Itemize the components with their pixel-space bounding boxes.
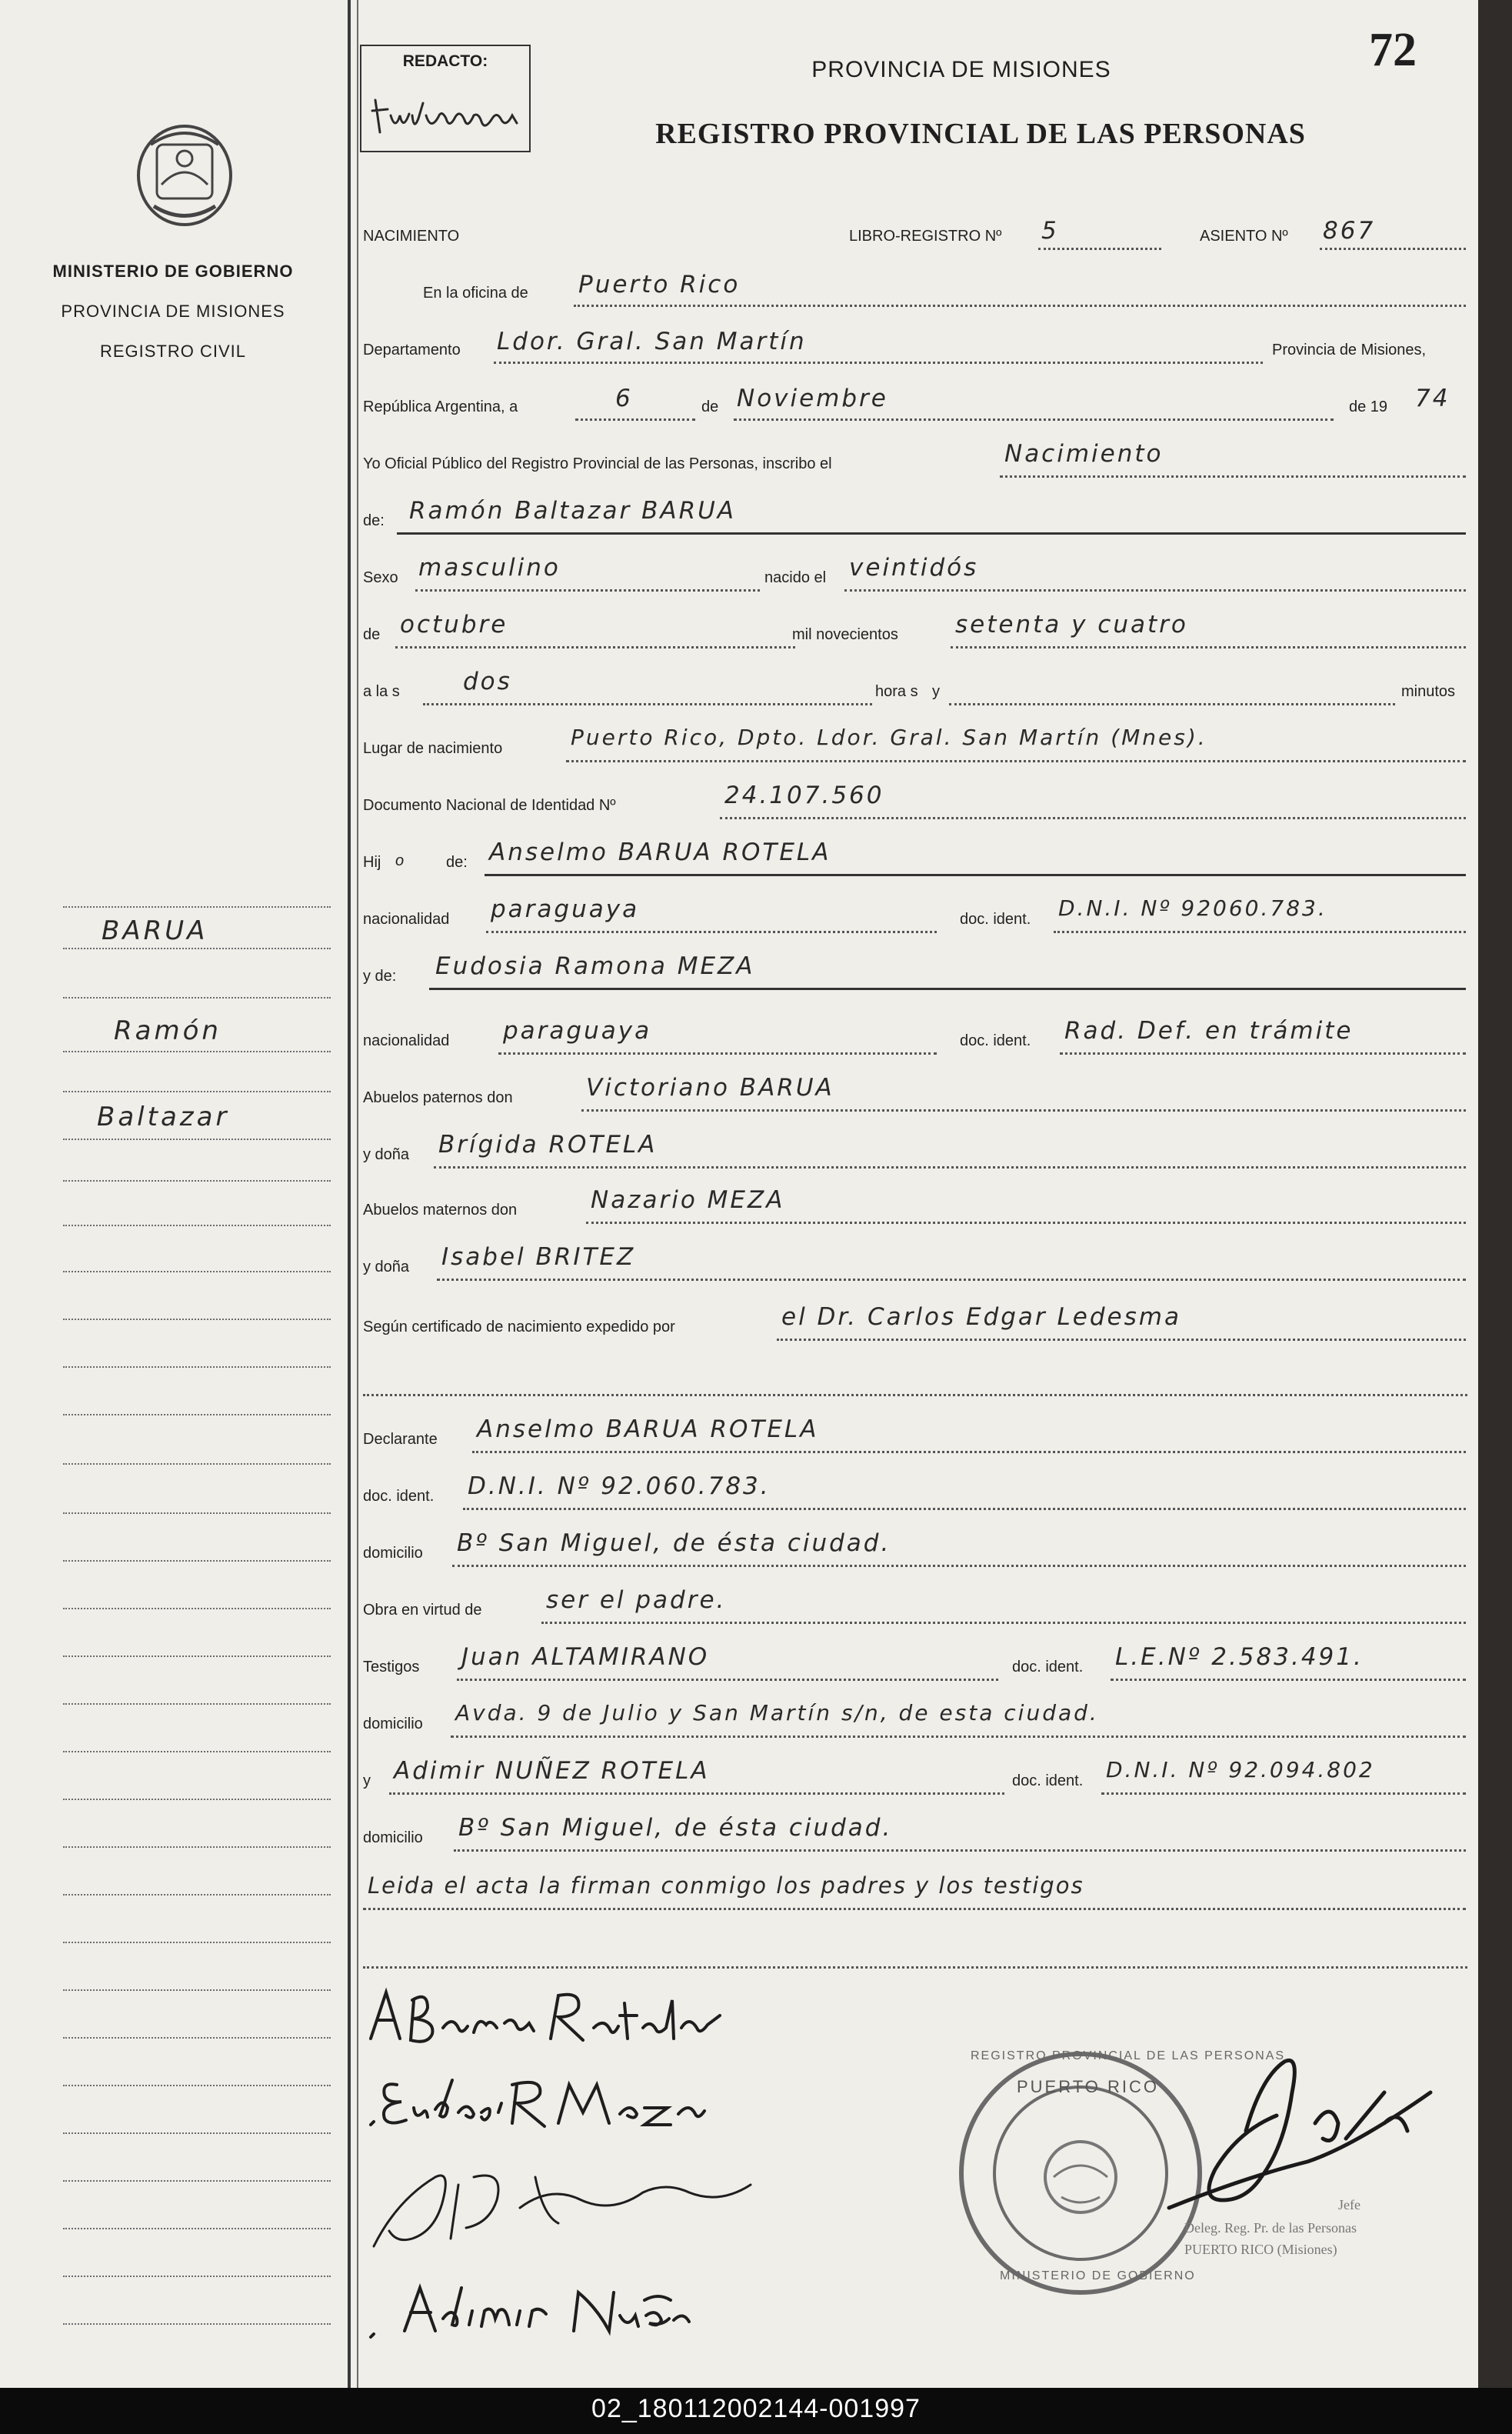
horas-label: hora s xyxy=(875,683,918,700)
declarante-value: Anselmo BARUA ROTELA xyxy=(477,1415,819,1443)
dotted-line xyxy=(363,1394,1467,1396)
stamp-ring-text: REGISTRO PROVINCIAL DE LAS PERSONAS xyxy=(971,2049,1286,2062)
abuelos-maternos-row xyxy=(361,1186,1469,1237)
ministry-civil-registry: REGISTRO CIVIL xyxy=(99,342,247,361)
y-label: y xyxy=(932,683,940,700)
file-id-text: 02_180112002144-001997 xyxy=(591,2394,921,2423)
doc-testigo1-label: doc. ident. xyxy=(1012,1659,1084,1675)
dotted-line xyxy=(541,1622,1466,1624)
margin-line xyxy=(63,1180,331,1182)
margin-line xyxy=(63,1942,331,1943)
dotted-line xyxy=(720,817,1466,819)
dotted-line xyxy=(734,418,1334,421)
de19-label: de 19 xyxy=(1349,398,1388,415)
margin-line xyxy=(63,1846,331,1848)
doc-padre-label: doc. ident. xyxy=(960,911,1031,928)
margin-line xyxy=(63,1799,331,1800)
signature-officer xyxy=(1154,2046,1446,2246)
dotted-line xyxy=(472,1451,1466,1453)
nombre-row xyxy=(361,497,1469,548)
oficina-label: En la oficina de xyxy=(423,285,528,302)
testigo1-value: Juan ALTAMIRANO xyxy=(461,1643,710,1671)
margin-line xyxy=(63,1894,331,1896)
margin-first-name: Ramón xyxy=(114,1015,221,1046)
margin-line xyxy=(63,2180,331,2182)
asiento-value: 867 xyxy=(1323,217,1376,245)
domicilio-testigo1-label: domicilio xyxy=(363,1715,423,1732)
dotted-line xyxy=(434,1166,1466,1169)
hijo-suffix: o xyxy=(395,852,405,869)
obra-row xyxy=(361,1586,1469,1637)
testigo2-row xyxy=(361,1757,1469,1808)
nacido-dia-value: veintidós xyxy=(849,554,979,582)
abuela-paterna-row xyxy=(361,1131,1469,1182)
departamento-row xyxy=(361,328,1469,377)
margin-second-name: Baltazar xyxy=(97,1102,230,1132)
margin-line xyxy=(63,1319,331,1320)
margin-line xyxy=(63,1091,331,1092)
dotted-line xyxy=(389,1792,1004,1795)
dotted-line xyxy=(844,589,1466,592)
nacionalidad-padre-value: paraguaya xyxy=(491,895,640,923)
dotted-line xyxy=(581,1109,1466,1112)
stamp-bottom-text: MINISTERIO DE GOBIERNO xyxy=(1000,2269,1196,2282)
nacionalidad-madre-label: nacionalidad xyxy=(363,1032,450,1049)
nacionalidad-madre-value: paraguaya xyxy=(503,1017,652,1045)
record-header-row xyxy=(361,217,1469,263)
dotted-line xyxy=(451,1735,1466,1738)
oficial-row xyxy=(361,440,1469,491)
dotted-line xyxy=(437,1279,1466,1281)
inscripcion-value: Nacimiento xyxy=(1004,440,1164,468)
dotted-line xyxy=(395,646,795,649)
doc-padre-value: D.N.I. Nº 92060.783. xyxy=(1058,895,1327,921)
testigo1-row xyxy=(361,1643,1469,1694)
redacto-box xyxy=(360,45,531,152)
ministry-title: MINISTERIO DE GOBIERNO xyxy=(52,262,294,281)
signature-father xyxy=(366,1985,766,2054)
domicilio-testigo1-value: Avda. 9 de Julio y San Martín s/n, de esta ciudad. xyxy=(455,1700,1099,1725)
redacto-label: REDACTO: xyxy=(402,52,488,70)
file-id-bar xyxy=(0,2388,1512,2434)
dotted-line xyxy=(486,931,937,933)
margin-divider-inner xyxy=(357,0,358,2434)
hora-row xyxy=(361,668,1469,719)
dotted-line xyxy=(566,760,1466,762)
abuelos-paternos-label: Abuelos paternos don xyxy=(363,1089,513,1106)
madre-row xyxy=(361,952,1469,1003)
abuela-materna-value: Isabel BRITEZ xyxy=(441,1243,636,1271)
doc-declarante-label: doc. ident. xyxy=(363,1488,435,1505)
margin-line xyxy=(63,1051,331,1052)
madre-value: Eudosia Ramona MEZA xyxy=(435,952,755,980)
dotted-line xyxy=(498,1052,937,1055)
officer-title: Jefe xyxy=(1338,2197,1360,2212)
margin-line xyxy=(63,1608,331,1609)
hijo-label: Hij xyxy=(363,854,381,871)
republica-label: República Argentina, a xyxy=(363,398,518,415)
signature-witness1 xyxy=(366,2154,766,2254)
testigo2-value: Adimir NUÑEZ ROTELA xyxy=(394,1757,710,1785)
oficina-value: Puerto Rico xyxy=(578,271,741,298)
margin-surname: BARUA xyxy=(102,915,208,946)
abuela-materna-row xyxy=(361,1243,1469,1294)
asiento-label: ASIENTO Nº xyxy=(1200,228,1288,245)
margin-line xyxy=(63,1703,331,1705)
mes-value: Noviembre xyxy=(737,385,888,412)
nacido-anio-value: setenta y cuatro xyxy=(955,611,1188,639)
doc-testigo2-label: doc. ident. xyxy=(1012,1772,1084,1789)
dia-value: 6 xyxy=(615,385,633,412)
ydona2-label: y doña xyxy=(363,1259,410,1275)
minutos-label: minutos xyxy=(1401,683,1456,700)
declarante-label: Declarante xyxy=(363,1431,438,1448)
nombre-value: Ramón Baltazar BARUA xyxy=(409,497,737,525)
solid-line xyxy=(397,532,1466,535)
dotted-line xyxy=(575,418,695,421)
dotted-line xyxy=(1111,1679,1466,1681)
dotted-line xyxy=(1000,475,1466,478)
margin-line xyxy=(63,906,331,908)
doc-testigo1-value: L.E.Nº 2.583.491. xyxy=(1115,1643,1364,1671)
hijo-de-label: de: xyxy=(446,854,468,871)
abuelo-materno-value: Nazario MEZA xyxy=(591,1186,785,1214)
padre-row xyxy=(361,839,1469,889)
abuelos-paternos-row xyxy=(361,1074,1469,1125)
domicilio-declarante-row xyxy=(361,1529,1469,1580)
departamento-label: Departamento xyxy=(363,342,461,358)
dotted-line xyxy=(1060,1052,1466,1055)
nacido-label: nacido el xyxy=(764,569,827,586)
margin-line xyxy=(63,1271,331,1272)
doc-declarante-value: D.N.I. Nº 92.060.783. xyxy=(468,1472,771,1500)
testigos-label: Testigos xyxy=(363,1659,420,1675)
dni-row xyxy=(361,782,1469,832)
abuela-paterna-value: Brígida ROTELA xyxy=(438,1131,658,1159)
officer-location: PUERTO RICO (Misiones) xyxy=(1184,2242,1337,2257)
certificado-value: el Dr. Carlos Edgar Ledesma xyxy=(781,1303,1181,1331)
margin-line xyxy=(63,1414,331,1415)
doc-declarante-row xyxy=(361,1472,1469,1523)
dotted-line xyxy=(951,646,1466,649)
padre-value: Anselmo BARUA ROTELA xyxy=(489,839,831,866)
sexo-value: masculino xyxy=(418,554,561,582)
dotted-line xyxy=(463,1508,1466,1510)
officer-department: Deleg. Reg. Pr. de las Personas xyxy=(1184,2220,1357,2236)
margin-line xyxy=(63,1560,331,1562)
dotted-line xyxy=(452,1565,1466,1567)
nacido-mes-value: octubre xyxy=(400,611,508,639)
dotted-line xyxy=(949,703,1395,705)
dni-value: 24.107.560 xyxy=(724,782,884,809)
margin-line xyxy=(63,2323,331,2325)
dotted-line xyxy=(363,1966,1467,1969)
margin-line xyxy=(63,2085,331,2086)
anio-value: 74 xyxy=(1415,385,1450,412)
dotted-line xyxy=(423,703,872,705)
dotted-line xyxy=(777,1339,1466,1341)
certificado-label: Según certificado de nacimiento expedido por xyxy=(363,1319,675,1335)
alas-label: a la s xyxy=(363,683,400,700)
leida-row xyxy=(361,1872,1469,1923)
registry-title: REGISTRO PROVINCIAL DE LAS PERSONAS xyxy=(655,118,1306,150)
dotted-line xyxy=(415,589,760,592)
doc-testigo2-value: D.N.I. Nº 92.094.802 xyxy=(1106,1757,1375,1782)
dotted-line xyxy=(1054,931,1466,933)
abuelo-paterno-value: Victoriano BARUA xyxy=(586,1074,834,1102)
solid-line xyxy=(485,874,1466,876)
provincial-coat-of-arms-icon xyxy=(123,114,246,237)
stamp-center-text: PUERTO RICO xyxy=(1017,2077,1159,2096)
de-label: de xyxy=(701,398,719,415)
margin-line xyxy=(63,1463,331,1465)
page-edge xyxy=(1478,0,1512,2434)
dotted-line xyxy=(1320,248,1466,250)
margin-line xyxy=(63,997,331,999)
mil-label: mil novecientos xyxy=(792,626,898,643)
domicilio-testigo2-row xyxy=(361,1814,1469,1865)
nacionalidad-padre-row xyxy=(361,895,1469,946)
domicilio-testigo2-label: domicilio xyxy=(363,1829,423,1846)
certificado-row xyxy=(361,1303,1469,1354)
departamento-value: Ldor. Gral. San Martín xyxy=(497,328,807,355)
lugar-label: Lugar de nacimiento xyxy=(363,740,503,757)
domicilio-declarante-value: Bº San Miguel, de ésta ciudad. xyxy=(457,1529,891,1557)
margin-column xyxy=(0,0,348,2434)
libro-value: 5 xyxy=(1041,217,1059,245)
nacionalidad-padre-label: nacionalidad xyxy=(363,911,450,928)
sexo-row xyxy=(361,554,1469,605)
dotted-line xyxy=(494,362,1263,364)
margin-line xyxy=(63,1225,331,1226)
domicilio-testigo2-value: Bº San Miguel, de ésta ciudad. xyxy=(458,1814,893,1842)
margin-line xyxy=(63,948,331,949)
margin-line xyxy=(63,1751,331,1752)
dni-label: Documento Nacional de Identidad Nº xyxy=(363,797,616,814)
nacimiento-label: NACIMIENTO xyxy=(363,228,460,245)
domicilio-declarante-label: domicilio xyxy=(363,1545,423,1562)
provincia-label: Provincia de Misiones, xyxy=(1272,342,1427,358)
declarante-row xyxy=(361,1415,1469,1466)
dotted-line xyxy=(1101,1792,1466,1795)
margin-line xyxy=(63,1512,331,1514)
doc-madre-value: Rad. Def. en trámite xyxy=(1064,1017,1354,1045)
lugar-value: Puerto Rico, Dpto. Ldor. Gral. San Martín (Mnes). xyxy=(571,725,1207,750)
ministry-province: PROVINCIA DE MISIONES xyxy=(61,302,285,321)
doc-madre-label: doc. ident. xyxy=(960,1032,1031,1049)
dotted-line xyxy=(574,305,1466,307)
abuelos-maternos-label: Abuelos maternos don xyxy=(363,1202,518,1219)
page-number: 72 xyxy=(1369,24,1417,76)
ydona1-label: y doña xyxy=(363,1146,410,1163)
de-mes-label: de xyxy=(363,626,381,643)
redacto-signature xyxy=(369,92,523,138)
leida-text: Leida el acta la firman conmigo los padres y los testigos xyxy=(368,1872,1084,1899)
margin-line xyxy=(63,1366,331,1368)
signature-mother xyxy=(366,2069,766,2139)
margin-line xyxy=(63,2037,331,2039)
domicilio-testigo1-row xyxy=(361,1700,1469,1751)
lugar-row xyxy=(361,725,1469,775)
oficina-row xyxy=(361,271,1469,320)
margin-line xyxy=(63,1655,331,1657)
libro-label: LIBRO-REGISTRO Nº xyxy=(849,228,1002,245)
dotted-line xyxy=(1038,248,1161,250)
obra-value: ser el padre. xyxy=(546,1586,727,1614)
sexo-label: Sexo xyxy=(363,569,398,586)
margin-line xyxy=(63,2228,331,2229)
de-nombre-label: de: xyxy=(363,512,385,529)
yde-label: y de: xyxy=(363,968,397,985)
solid-line xyxy=(429,988,1466,990)
fecha-row xyxy=(361,385,1469,434)
nacido-fecha-row xyxy=(361,611,1469,662)
margin-line xyxy=(63,1139,331,1140)
dotted-line xyxy=(454,1849,1466,1852)
hora-value: dos xyxy=(463,668,512,695)
dotted-line xyxy=(363,1908,1466,1910)
obra-label: Obra en virtud de xyxy=(363,1602,482,1619)
nacionalidad-madre-row xyxy=(361,1017,1469,1068)
province-title: PROVINCIA DE MISIONES xyxy=(811,57,1111,82)
signature-witness2 xyxy=(366,2277,766,2346)
oficial-label: Yo Oficial Público del Registro Provincial de las Personas, inscribo el xyxy=(363,455,832,472)
y2-label: y xyxy=(363,1772,371,1789)
margin-line xyxy=(63,1989,331,1991)
margin-line xyxy=(63,2132,331,2134)
margin-divider xyxy=(348,0,351,2434)
dotted-line xyxy=(586,1222,1466,1224)
dotted-line xyxy=(457,1679,998,1681)
margin-line xyxy=(63,2276,331,2277)
